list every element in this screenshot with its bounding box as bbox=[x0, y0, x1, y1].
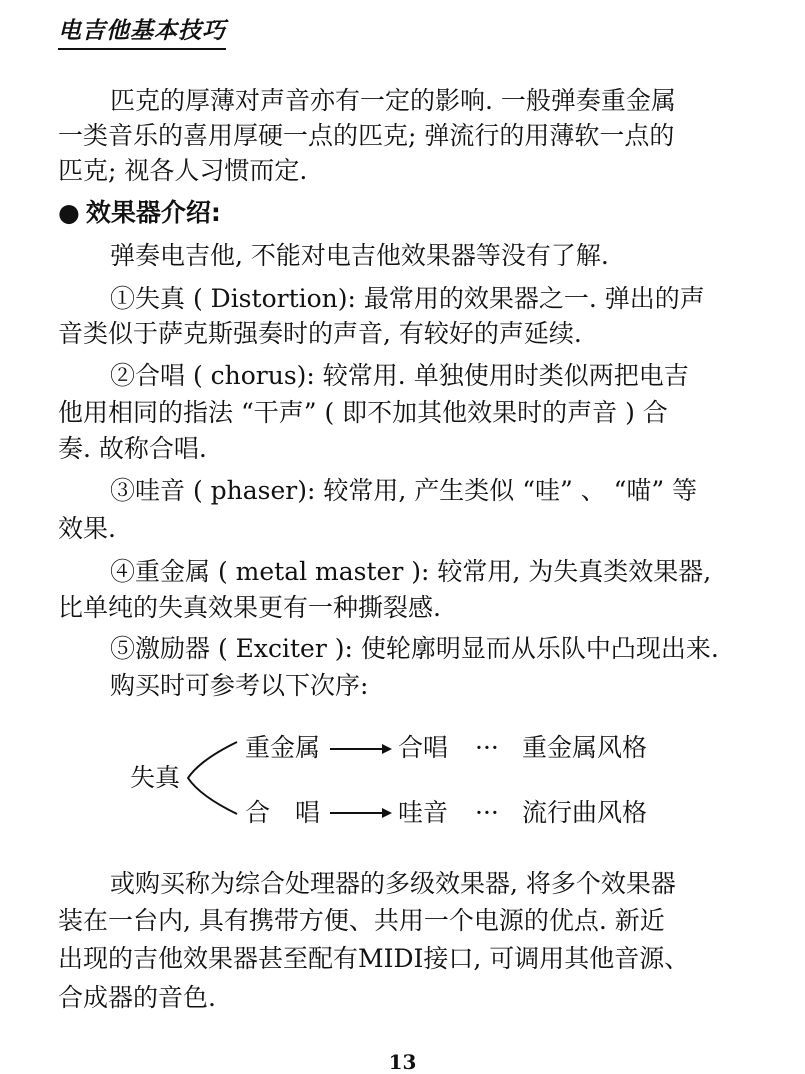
text-line-5: 弹奏电吉他, 不能对电吉他效果器等没有了解. bbox=[110, 241, 609, 270]
branch-brace bbox=[188, 742, 237, 814]
text-line-16: 购买时可参考以下次序: bbox=[110, 671, 369, 700]
text-line-7: 音类似于萨克斯强奏时的声音, 有较好的声延续. bbox=[58, 319, 582, 348]
branch-top-second: 合唱 bbox=[398, 733, 449, 762]
text-line-12: 效果. bbox=[58, 514, 116, 543]
text-line-15: ⑤激励器 ( Exciter ): 使轮廓明显而从乐队中凸现出来. bbox=[110, 634, 719, 663]
text-line-20: 合成器的音色. bbox=[58, 983, 216, 1012]
branch-bottom-second: 哇音 bbox=[398, 798, 449, 827]
text-line-6: ①失真 ( Distortion): 最常用的效果器之一. 弹出的声 bbox=[110, 284, 705, 313]
arrow-top-icon bbox=[330, 744, 392, 754]
section-title: 效果器介绍: bbox=[85, 198, 221, 227]
arrow-bottom-icon bbox=[330, 808, 392, 818]
branch-bottom-first: 合 唱 bbox=[245, 798, 321, 827]
branch-top-first: 重金属 bbox=[245, 733, 321, 762]
text-line-1: 匹克的厚薄对声音亦有一定的影响. 一般弹奏重金属 bbox=[110, 86, 676, 115]
bullet-icon: ● bbox=[58, 198, 80, 227]
branch-bottom-dots: ··· bbox=[475, 798, 499, 827]
branch-top-dots: ··· bbox=[475, 733, 499, 762]
text-line-10: 奏. 故称合唱. bbox=[58, 434, 207, 463]
text-line-9: 他用相同的指法 “干声” ( 即不加其他效果时的声音 ) 合 bbox=[58, 398, 668, 427]
text-line-11: ③哇音 ( phaser): 较常用, 产生类似 “哇” 、 “喵” 等 bbox=[110, 476, 698, 505]
page-number: 13 bbox=[388, 1050, 417, 1074]
branch-top-style: 重金属风格 bbox=[522, 733, 648, 762]
text-line-17: 或购买称为综合处理器的多级效果器, 将多个效果器 bbox=[110, 869, 676, 898]
text-line-13: ④重金属 ( metal master ): 较常用, 为失真类效果器, bbox=[110, 557, 712, 586]
text-line-19: 出现的吉他效果器甚至配有MIDI接口, 可调用其他音源、 bbox=[58, 944, 690, 973]
text-line-18: 装在一台内, 具有携带方便、共用一个电源的优点. 新近 bbox=[58, 906, 665, 935]
text-line-14: 比单纯的失真效果更有一种撕裂感. bbox=[58, 593, 441, 622]
branch-bottom-style: 流行曲风格 bbox=[522, 798, 648, 827]
text-line-2: 一类音乐的喜用厚硬一点的匹克; 弹流行的用薄软一点的 bbox=[58, 121, 675, 150]
running-header: 电吉他基本技巧 bbox=[58, 18, 226, 44]
text-line-3: 匹克; 视各人习惯而定. bbox=[58, 156, 308, 185]
diagram-root: 失真 bbox=[130, 763, 181, 792]
text-line-8: ②合唱 ( chorus): 较常用. 单独使用时类似两把电吉 bbox=[110, 361, 689, 390]
